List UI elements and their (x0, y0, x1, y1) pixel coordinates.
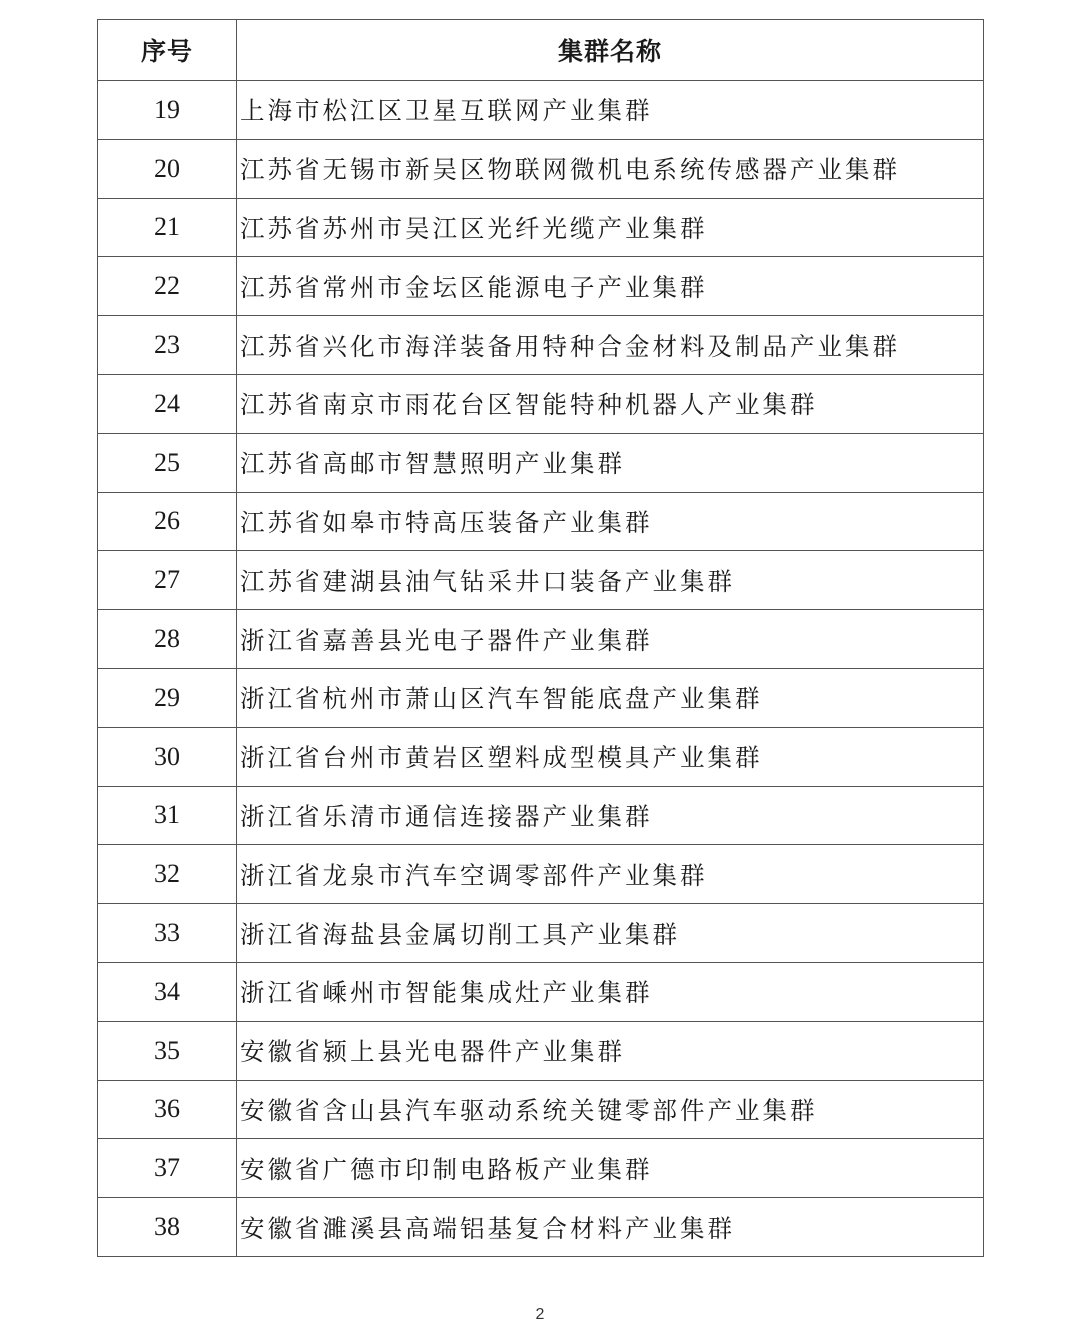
row-index: 33 (98, 904, 237, 963)
table-row (98, 1080, 984, 1139)
row-cluster-name: 江苏省建湖县油气钻采井口装备产业集群 (237, 551, 984, 610)
row-index: 32 (98, 845, 237, 904)
row-index: 24 (98, 374, 237, 433)
table-body (98, 81, 984, 1257)
row-cluster-name: 江苏省苏州市吴江区光纤光缆产业集群 (237, 198, 984, 257)
row-index: 34 (98, 962, 237, 1021)
row-cluster-name: 浙江省海盐县金属切削工具产业集群 (237, 904, 984, 963)
table-row (98, 1021, 984, 1080)
row-cluster-name: 江苏省如皋市特高压装备产业集群 (237, 492, 984, 551)
row-cluster-name: 江苏省无锡市新吴区物联网微机电系统传感器产业集群 (237, 139, 984, 198)
row-index: 25 (98, 433, 237, 492)
table-row (98, 610, 984, 669)
row-cluster-name: 江苏省南京市雨花台区智能特种机器人产业集群 (237, 374, 984, 433)
table-row (98, 81, 984, 140)
header-index: 序号 (98, 20, 237, 81)
row-cluster-name: 安徽省濉溪县高端铝基复合材料产业集群 (237, 1198, 984, 1257)
row-index: 28 (98, 610, 237, 669)
row-index: 29 (98, 668, 237, 727)
page-number: 2 (535, 1306, 545, 1323)
table-row (98, 727, 984, 786)
table-row (98, 786, 984, 845)
row-index: 19 (98, 81, 237, 140)
table-row (98, 139, 984, 198)
table-row (98, 492, 984, 551)
row-index: 35 (98, 1021, 237, 1080)
row-cluster-name: 浙江省龙泉市汽车空调零部件产业集群 (237, 845, 984, 904)
row-index: 37 (98, 1139, 237, 1198)
row-cluster-name: 江苏省常州市金坛区能源电子产业集群 (237, 257, 984, 316)
row-index: 31 (98, 786, 237, 845)
cluster-table (97, 19, 984, 1257)
row-index: 26 (98, 492, 237, 551)
table-row (98, 551, 984, 610)
row-cluster-name: 江苏省高邮市智慧照明产业集群 (237, 433, 984, 492)
row-index: 21 (98, 198, 237, 257)
table-header-row (98, 20, 984, 81)
table-row (98, 668, 984, 727)
row-cluster-name: 安徽省含山县汽车驱动系统关键零部件产业集群 (237, 1080, 984, 1139)
table-row (98, 198, 984, 257)
row-index: 27 (98, 551, 237, 610)
row-index: 30 (98, 727, 237, 786)
table-row (98, 845, 984, 904)
table-row (98, 374, 984, 433)
table-row (98, 904, 984, 963)
row-index: 23 (98, 316, 237, 375)
row-cluster-name: 浙江省嵊州市智能集成灶产业集群 (237, 962, 984, 1021)
table-row (98, 257, 984, 316)
table-row (98, 962, 984, 1021)
row-cluster-name: 浙江省杭州市萧山区汽车智能底盘产业集群 (237, 668, 984, 727)
row-cluster-name: 浙江省嘉善县光电子器件产业集群 (237, 610, 984, 669)
row-index: 20 (98, 139, 237, 198)
header-cluster-name: 集群名称 (237, 20, 984, 81)
table-row (98, 316, 984, 375)
row-index: 38 (98, 1198, 237, 1257)
row-index: 22 (98, 257, 237, 316)
row-index: 36 (98, 1080, 237, 1139)
row-cluster-name: 上海市松江区卫星互联网产业集群 (237, 81, 984, 140)
row-cluster-name: 江苏省兴化市海洋装备用特种合金材料及制品产业集群 (237, 316, 984, 375)
row-cluster-name: 安徽省颍上县光电器件产业集群 (237, 1021, 984, 1080)
row-cluster-name: 安徽省广德市印制电路板产业集群 (237, 1139, 984, 1198)
table-row (98, 433, 984, 492)
table-row (98, 1139, 984, 1198)
row-cluster-name: 浙江省乐清市通信连接器产业集群 (237, 786, 984, 845)
table-row (98, 1198, 984, 1257)
row-cluster-name: 浙江省台州市黄岩区塑料成型模具产业集群 (237, 727, 984, 786)
